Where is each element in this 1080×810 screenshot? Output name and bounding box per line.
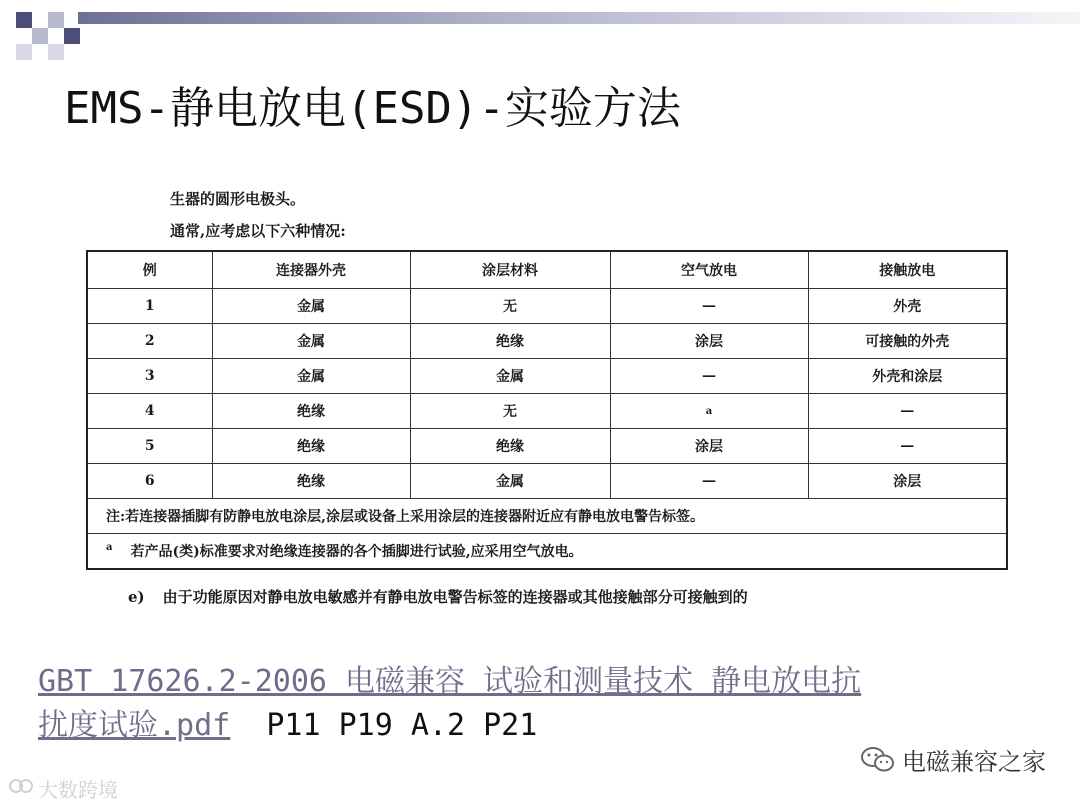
table-cell: — — [808, 394, 1007, 429]
esd-cases-table — [86, 250, 1008, 570]
deco-square — [64, 28, 80, 44]
deco-square — [48, 44, 64, 60]
table-row — [87, 359, 1007, 394]
table-cell: 金属 — [212, 359, 410, 394]
table-cell: 外壳 — [808, 289, 1007, 324]
table-header-cell: 空气放电 — [610, 251, 808, 289]
deco-square — [16, 12, 32, 28]
table-cell: 金属 — [212, 289, 410, 324]
table-cell: 4 — [87, 394, 212, 429]
table-cell: — — [610, 359, 808, 394]
watermark-right-text: 电磁兼容之家 — [902, 748, 1046, 776]
table-cell: 绝缘 — [212, 429, 410, 464]
item-text: 由于功能原因对静电放电敏感并有静电放电警告标签的连接器或其他接触部分可接触到的 — [162, 588, 748, 606]
table-cell: a — [610, 394, 808, 429]
slide-title: EMS-静电放电(ESD)-实验方法 — [64, 83, 681, 134]
table-cell: 涂层 — [610, 429, 808, 464]
deco-square — [48, 12, 64, 28]
title-bar-decoration — [78, 12, 1080, 24]
watermark-left — [8, 774, 118, 803]
table-cell: 6 — [87, 464, 212, 499]
table-footnote: 若产品(类)标准要求对绝缘连接器的各个插脚进行试验,应采用空气放电。 — [130, 544, 583, 560]
document-continuation — [128, 586, 748, 607]
scanned-document — [80, 178, 1015, 618]
footnote-mark: a — [106, 542, 113, 554]
table-cell: 1 — [87, 289, 212, 324]
watermark-left-text: 大数跨境 — [38, 778, 118, 802]
reference — [38, 660, 998, 748]
document-intro-line-1: 生器的圆形电极头。 — [170, 190, 306, 208]
table-cell: — — [610, 464, 808, 499]
table-header-cell: 连接器外壳 — [212, 251, 410, 289]
deco-square — [32, 28, 48, 44]
table-row — [87, 429, 1007, 464]
table-header-cell: 涂层材料 — [410, 251, 610, 289]
table-cell: 无 — [410, 289, 610, 324]
table-header-row — [87, 251, 1007, 289]
table-header-cell: 例 — [87, 251, 212, 289]
decorative-squares — [0, 0, 90, 60]
reference-link[interactable]: GBT 17626.2-2006 电磁兼容 试验和测量技术 静电放电抗 扰度试验.pdf — [38, 664, 862, 743]
table-cell: 5 — [87, 429, 212, 464]
table-cell: — — [808, 429, 1007, 464]
deco-square — [16, 44, 32, 60]
table-row — [87, 324, 1007, 359]
table-row — [87, 464, 1007, 499]
table-row — [87, 394, 1007, 429]
table-footnote-cell — [87, 534, 1007, 570]
table-cell: 绝缘 — [410, 429, 610, 464]
table-footnote-row — [87, 534, 1007, 570]
table-cell: 2 — [87, 324, 212, 359]
table-cell: 涂层 — [808, 464, 1007, 499]
table-row — [87, 289, 1007, 324]
table-cell: 金属 — [212, 324, 410, 359]
table-cell: — — [610, 289, 808, 324]
table-cell: 金属 — [410, 464, 610, 499]
table-cell: 可接触的外壳 — [808, 324, 1007, 359]
item-label: e) — [128, 588, 145, 606]
table-note: 注:若连接器插脚有防静电放电涂层,涂层或设备上采用涂层的连接器附近应有静电放电警告标签。 — [87, 499, 1007, 534]
table-cell: 绝缘 — [212, 464, 410, 499]
document-intro-line-2: 通常,应考虑以下六种情况: — [170, 222, 346, 240]
table-cell: 3 — [87, 359, 212, 394]
table-note-row — [87, 499, 1007, 534]
table-cell: 绝缘 — [212, 394, 410, 429]
reference-pages: P11 P19 A.2 P21 — [266, 708, 538, 743]
table-header-cell: 接触放电 — [808, 251, 1007, 289]
watermark-right — [860, 742, 1046, 777]
table-cell: 无 — [410, 394, 610, 429]
table-cell: 绝缘 — [410, 324, 610, 359]
table-cell: 金属 — [410, 359, 610, 394]
table-cell: 涂层 — [610, 324, 808, 359]
wechat-icon — [860, 745, 896, 775]
brand-logo-icon — [8, 776, 34, 801]
table-cell: 外壳和涂层 — [808, 359, 1007, 394]
